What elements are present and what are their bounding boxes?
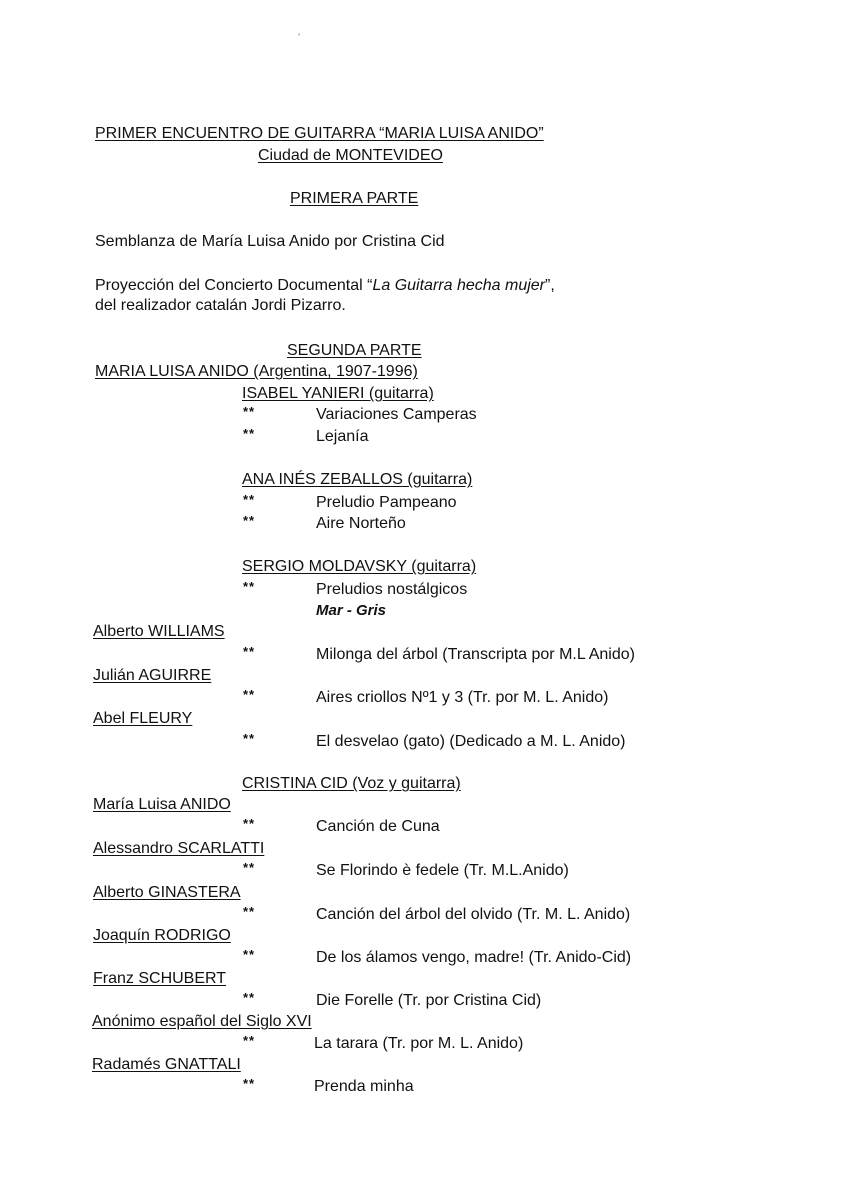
- work-subtitle: Mar - Gris: [316, 602, 387, 619]
- work-line: [316, 645, 635, 665]
- work-title: Die Forelle: [316, 992, 394, 1009]
- composer-name: Radamés GNATTALI: [92, 1056, 241, 1073]
- work-note: (Dedicado a M. L. Anido): [444, 733, 626, 750]
- work-line: [316, 948, 631, 968]
- work-title: Preludios nostálgicos: [316, 581, 468, 598]
- bullet-mark: **: [243, 644, 256, 659]
- composer-name: Abel FLEURY: [93, 710, 193, 727]
- bullet-mark: **: [243, 731, 256, 746]
- work-note: (Tr. Anido-Cid): [524, 949, 632, 966]
- work-note: (Tr. por Cristina Cid): [393, 992, 542, 1009]
- composer-name: María Luisa ANIDO: [93, 796, 231, 813]
- composer-name: Joaquín RODRIGO: [93, 927, 231, 944]
- part1-heading: PRIMERA PARTE: [290, 190, 419, 207]
- bullet-mark: **: [243, 492, 256, 507]
- work-line: [316, 905, 630, 925]
- composer-name: Anónimo español del Siglo XVI: [92, 1013, 312, 1030]
- bullet-mark: **: [243, 947, 256, 962]
- work-title: El desvelao (gato): [316, 733, 445, 750]
- work-note: (Tr. por M. L. Anido): [463, 689, 609, 706]
- work-line: [314, 1034, 523, 1054]
- performer-cristina-cid: CRISTINA CID (Voz y guitarra): [242, 775, 461, 792]
- semblanza-line: Semblanza de María Luisa Anido por Cristina Cid: [95, 233, 445, 250]
- bullet-mark: **: [243, 1076, 256, 1091]
- proyeccion-post: ”,: [545, 277, 555, 294]
- bullet-mark: **: [243, 816, 256, 831]
- composer-name: Julián AGUIRRE: [93, 667, 212, 684]
- film-title: La Guitarra hecha mujer: [372, 277, 545, 294]
- proyeccion-line: [95, 276, 555, 296]
- work-note: (Tr. M.L.Anido): [459, 862, 569, 879]
- bullet-mark: **: [243, 404, 256, 419]
- program-title: PRIMER ENCUENTRO DE GUITARRA “MARIA LUISA ANIDO”: [95, 125, 544, 142]
- work-title: Aires criollos Nº1 y 3: [316, 689, 464, 706]
- bullet-mark: **: [243, 904, 256, 919]
- work-title: Preludio Pampeano: [316, 494, 457, 511]
- work-line: [316, 688, 608, 708]
- work-note: (Tr. M. L. Anido): [512, 906, 631, 923]
- performer-sergio-moldavsky: SERGIO MOLDAVSKY (guitarra): [242, 558, 477, 575]
- work-title: La tarara: [314, 1035, 379, 1052]
- composer-name: Alberto GINASTERA: [93, 884, 241, 901]
- work-title: Prenda minha: [314, 1078, 414, 1095]
- work-line: [316, 732, 626, 752]
- work-line: [316, 991, 541, 1011]
- work-title: Aire Norteño: [316, 515, 406, 532]
- work-title: De los álamos vengo, madre!: [316, 949, 525, 966]
- bullet-mark: **: [243, 579, 256, 594]
- work-title: Variaciones Camperas: [316, 406, 477, 423]
- bullet-mark: **: [243, 860, 256, 875]
- work-note: (Tr. por M. L. Anido): [378, 1035, 524, 1052]
- work-title: Lejanía: [316, 428, 369, 445]
- work-line: [316, 861, 569, 881]
- scan-speck: ‘: [298, 32, 301, 43]
- composer-name: Alessandro SCARLATTI: [93, 840, 265, 857]
- work-title: Canción del árbol del olvido: [316, 906, 513, 923]
- proyeccion-line-2: del realizador catalán Jordi Pizarro.: [95, 297, 346, 314]
- work-title: Canción de Cuna: [316, 818, 440, 835]
- performer-ana-ines-zeballos: ANA INÉS ZEBALLOS (guitarra): [242, 471, 473, 488]
- composer-main: MARIA LUISA ANIDO (Argentina, 1907-1996): [95, 363, 418, 380]
- bullet-mark: **: [243, 687, 256, 702]
- bullet-mark: **: [243, 990, 256, 1005]
- bullet-mark: **: [243, 426, 256, 441]
- bullet-mark: **: [243, 513, 256, 528]
- composer-name: Alberto WILLIAMS: [93, 623, 225, 640]
- bullet-mark: **: [243, 1033, 256, 1048]
- program-subtitle: Ciudad de MONTEVIDEO: [258, 147, 443, 164]
- work-note: (Transcripta por M.L Anido): [437, 646, 635, 663]
- work-title: Se Florindo è fedele: [316, 862, 460, 879]
- part2-heading: SEGUNDA PARTE: [287, 342, 422, 359]
- proyeccion-pre: Proyección del Concierto Documental “: [95, 277, 373, 294]
- performer-isabel-yanieri: ISABEL YANIERI (guitarra): [242, 385, 434, 402]
- work-title: Milonga del árbol: [316, 646, 438, 663]
- composer-name: Franz SCHUBERT: [93, 970, 227, 987]
